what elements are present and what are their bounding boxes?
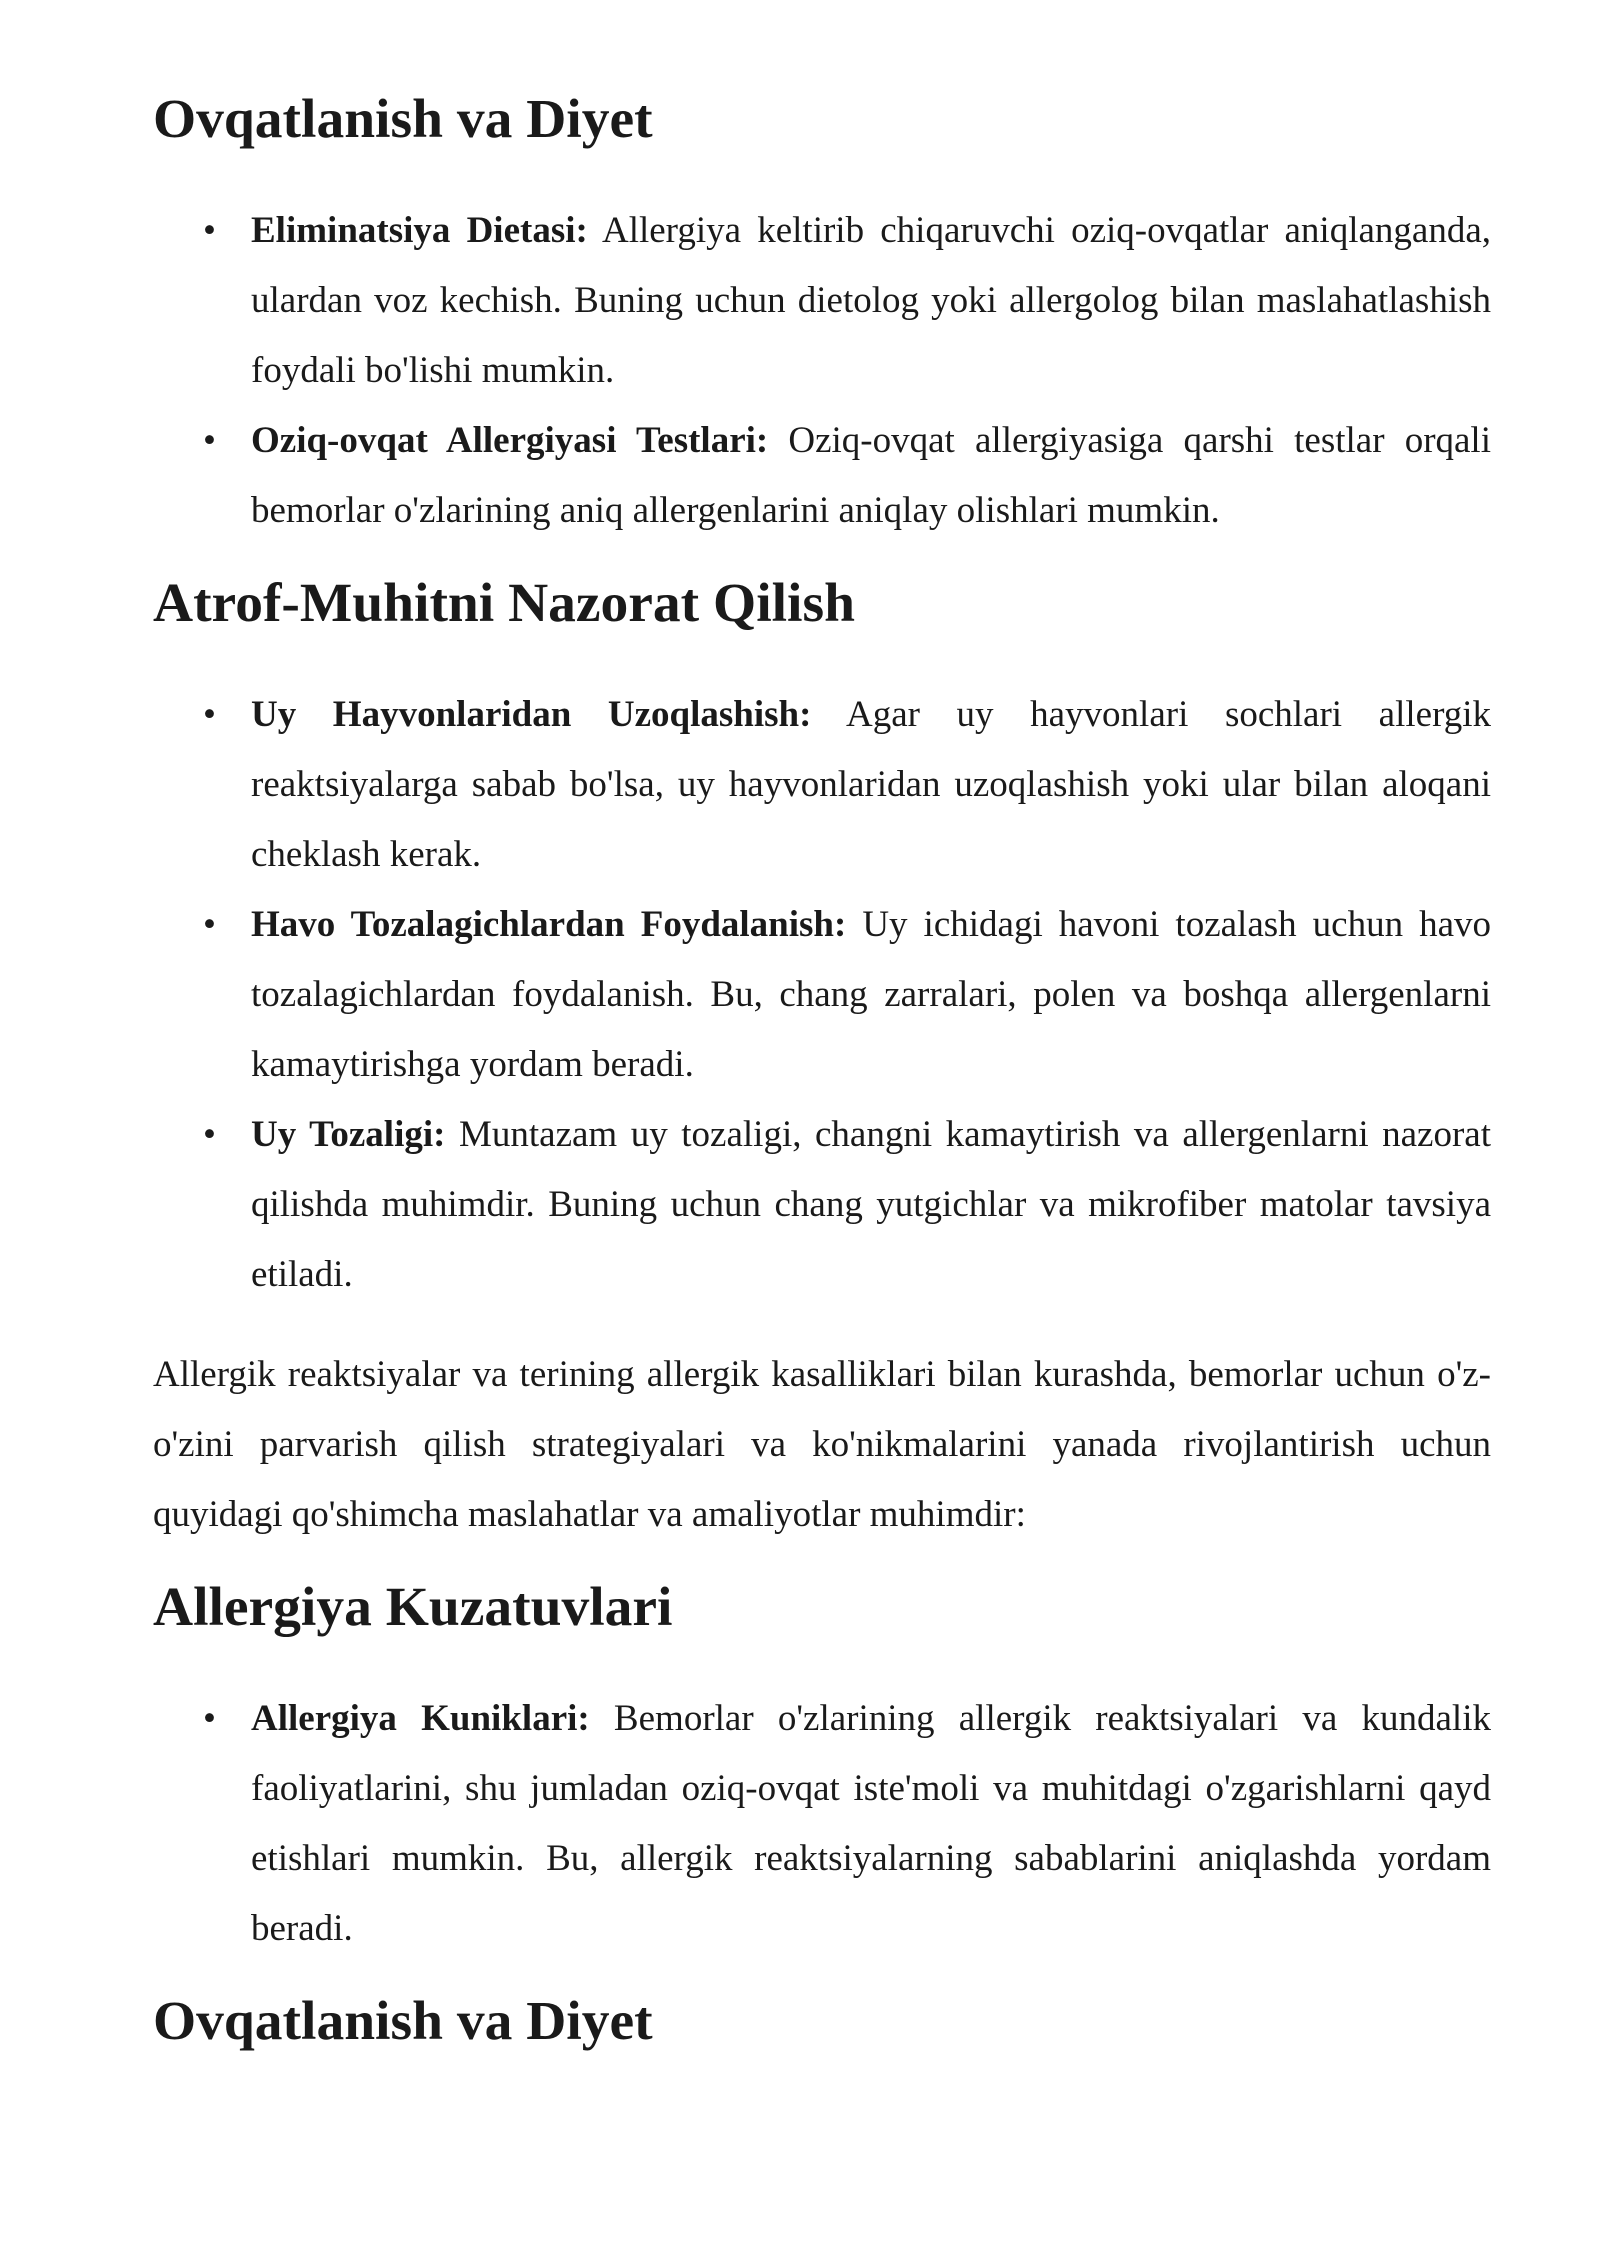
list-item-term: Eliminatsiya Dietasi:: [251, 210, 588, 251]
section-heading: Ovqatlanish va Diyet: [153, 1991, 653, 2052]
list-item-text: Muntazam uy tozaligi, changni kamaytirish va allergenlarni nazorat qilishda muhimdir. Buning uchun chang yutgichlar va mikrofiber matolar tavsiya etiladi.: [251, 1114, 1491, 1295]
list-item-term: Havo Tozalagichlardan Foydalanish:: [251, 904, 847, 945]
section-heading: Allergiya Kuzatuvlari: [153, 1577, 673, 1638]
bullet-icon: •: [203, 694, 216, 735]
bullet-list: [153, 680, 1491, 1310]
list-item-text: Oziq-ovqat allergiyasiga qarshi testlar orqali bemorlar o'zlarining aniq allergenlarini aniqlay olishlari mumkin.: [251, 420, 1491, 531]
bullet-icon: •: [203, 904, 216, 945]
bullet-icon: •: [203, 1114, 216, 1155]
bullet-icon: •: [203, 1698, 216, 1739]
list-item-term: Oziq-ovqat Allergiyasi Testlari:: [251, 420, 769, 461]
list-item: [153, 406, 1491, 546]
list-item-text: Uy ichidagi havoni tozalash uchun havo tozalagichlardan foydalanish. Bu, chang zarralari, polen va boshqa allergenlarni kamaytirishga yordam beradi.: [251, 904, 1491, 1085]
list-item: [153, 680, 1491, 890]
document-page: [153, 89, 1491, 2098]
bullet-icon: •: [203, 210, 216, 251]
list-item-term: Uy Tozaligi:: [251, 1114, 446, 1155]
list-item: [153, 196, 1491, 406]
section-heading: Atrof-Muhitni Nazorat Qilish: [153, 573, 855, 634]
list-item-text: Allergiya keltirib chiqaruvchi oziq-ovqatlar aniqlanganda, ulardan voz kechish. Buning uchun dietolog yoki allergolog bilan maslahatlashish foydali bo'lishi mumkin.: [251, 210, 1491, 391]
list-item: [153, 890, 1491, 1100]
body-paragraph: Allergik reaktsiyalar va terining allergik kasalliklari bilan kurashda, bemorlar uchun o'z-o'zini parvarish qilish strategiyalari va ko'nikmalarini yanada rivojlantirish uchun quyidagi qo'shimcha maslahatlar va amaliyotlar muhimdir:: [153, 1354, 1491, 1535]
list-item: [153, 1100, 1491, 1310]
bullet-icon: •: [203, 420, 216, 461]
bullet-list: [153, 1684, 1491, 1964]
list-item-term: Uy Hayvonlaridan Uzoqlashish:: [251, 694, 812, 735]
list-item-term: Allergiya Kuniklari:: [251, 1698, 590, 1739]
section-heading: Ovqatlanish va Diyet: [153, 89, 653, 150]
list-item: [153, 1684, 1491, 1964]
bullet-list: [153, 196, 1491, 546]
list-item-text: Bemorlar o'zlarining allergik reaktsiyalari va kundalik faoliyatlarini, shu jumladan oziq-ovqat iste'moli va muhitdagi o'zgarishlarni qayd etishlari mumkin. Bu, allergik reaktsiyalarning sabablarini aniqlashda yordam beradi.: [251, 1698, 1491, 1949]
list-item-text: Agar uy hayvonlari sochlari allergik reaktsiyalarga sabab bo'lsa, uy hayvonlaridan uzoqlashish yoki ular bilan aloqani cheklash kerak.: [251, 694, 1491, 875]
